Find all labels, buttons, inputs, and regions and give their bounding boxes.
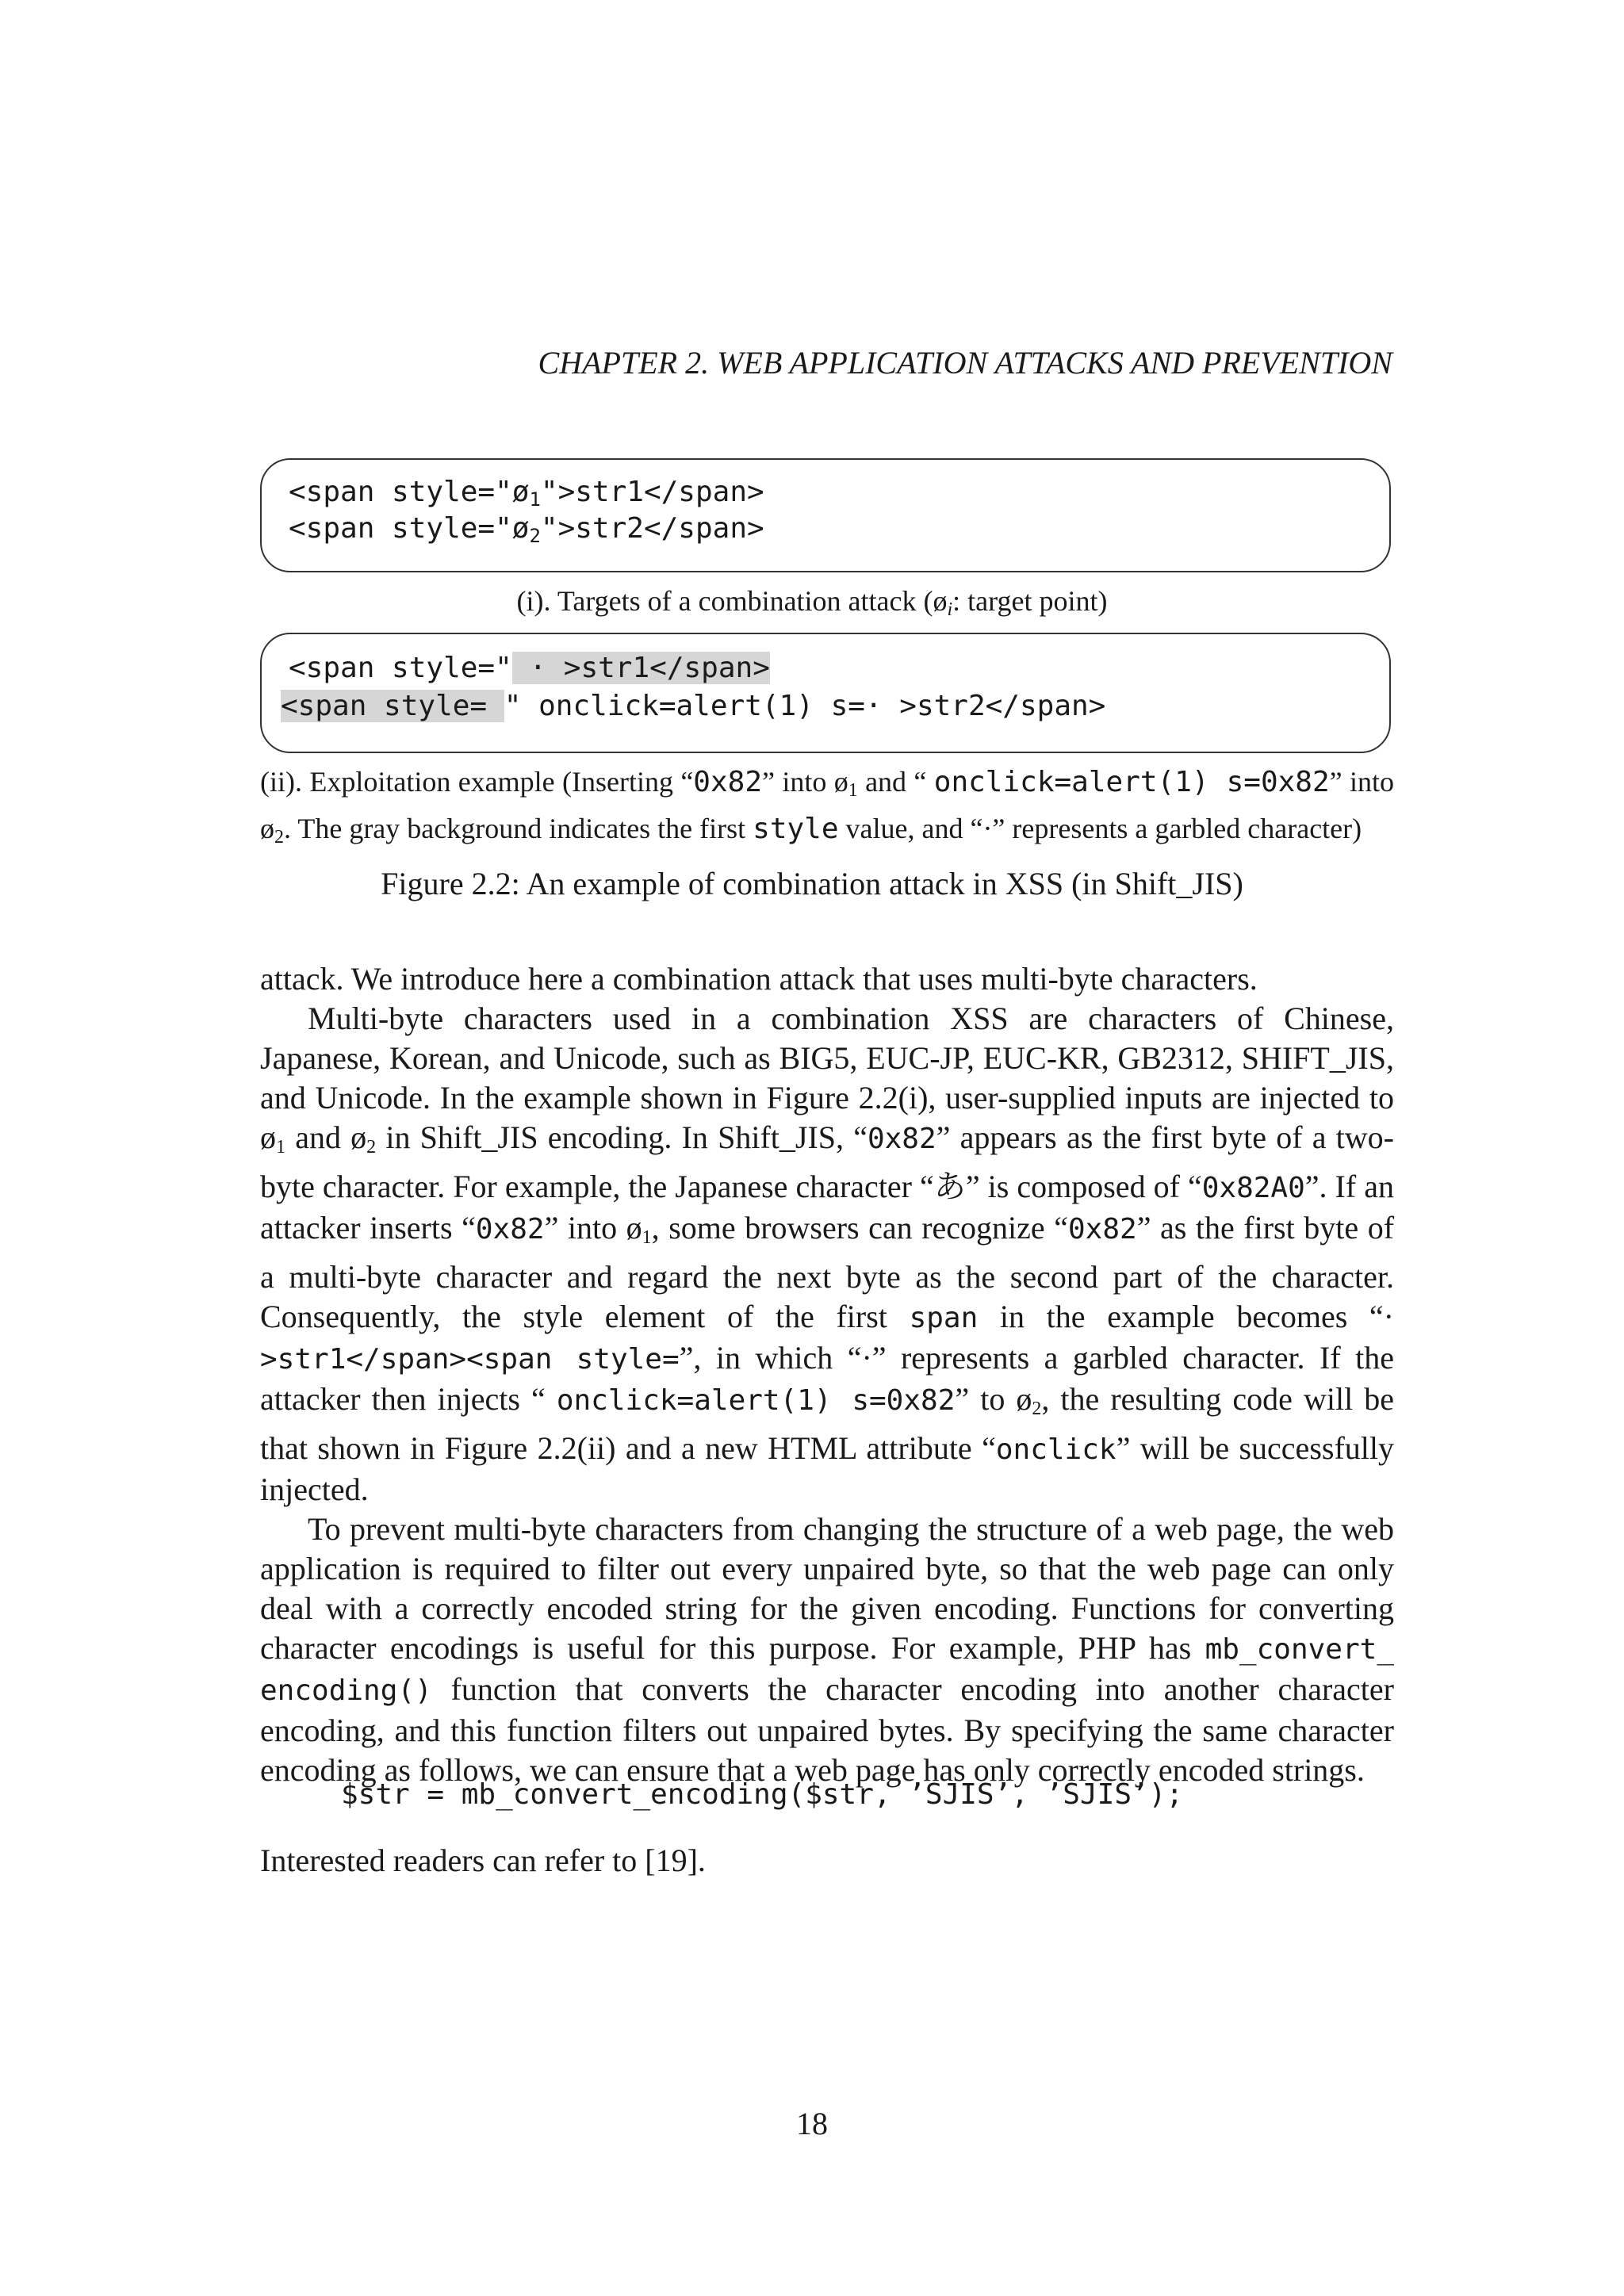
- paragraph-1: attack. We introduce here a combination attack that uses multi-byte characters.: [260, 961, 1258, 997]
- gray-highlight: · >str1</span>: [511, 652, 770, 684]
- gray-highlight: <span style=: [281, 690, 504, 722]
- figure-subcaption-ii: (ii). Exploitation example (Inserting “0x82” into $ø_1$ and “ onclick=alert(1) s=0x82” into $ø_2$. The gray background indicates the first style value, and “·” represents a garbled character): [260, 766, 1395, 848]
- figure-caption: Figure 2.2: An example of combination attack in XSS (in Shift_JIS): [381, 866, 1243, 901]
- body-text: [260, 959, 1394, 1790]
- exploit-line-1: <span style=" · >str1</span>: [289, 652, 770, 684]
- figure-subcaption-i: (i). Targets of a combination attack ($ø_i$: target point): [516, 585, 1108, 620]
- exploit-line-2: <span style= " onclick=alert(1) s=· >str2</span>: [281, 690, 1106, 722]
- code-line-2: <span $style="ø_2">str2</span>$: [289, 512, 764, 547]
- paragraph-3: To prevent multi-byte characters from changing the structure of a web page, the web application is required to filter out every unpaired byte, so that the web page can only deal with a correctly encoded string for the given encoding. Functions for converting character encodings is useful for this purpose. For example, PHP has mb_convert_ encoding() function that converts the character encoding into another character encoding, and this function filters out unpaired bytes. By specifying the same character encoding as follows, we can ensure that a web page has only correctly encoded strings.: [260, 1511, 1394, 1788]
- code-line-1: <span $style="ø_1">str1</span>$: [289, 476, 764, 511]
- code-box-targets: [260, 458, 1391, 572]
- page-number: 18: [796, 2106, 828, 2141]
- code-box-exploit: [260, 633, 1391, 753]
- running-header: CHAPTER 2. WEB APPLICATION ATTACKS AND PREVENTION: [538, 345, 1392, 381]
- paragraph-2: Multi-byte characters used in a combination XSS are characters of Chinese, Japanese, Korean, and Unicode, such as BIG5, EUC-JP, EUC-KR, GB2312, SHIFT_JIS, and Unicode. In the example shown in Figure 2.2(i), user-supplied inputs are injected to $ø_1$ and $ø_2$ in Shift_JIS encoding. In Shift_JIS, “0x82” appears as the first byte of a two-byte character. For example, the Japanese character “あ” is composed of “0x82A0”. If an attacker inserts “0x82” into $ø_1$, some browsers can recognize “0x82” as the first byte of a multi-byte character and regard the next byte as the second part of the character. Consequently, the style element of the first span in the example becomes “· >str1</span><span style=”, in which “·” represents a garbled character. If the attacker then injects “ onclick=alert(1) s=0x82” to $ø_2$, the resulting code will be that shown in Figure 2.2(ii) and a new HTML attribute “onclick” will be successfully injected.: [260, 1001, 1395, 1507]
- closing-sentence: Interested readers can refer to [19].: [260, 1843, 706, 1878]
- code-example: $str = mb_convert_encoding($str, ’SJIS’, ’SJIS’);: [341, 1778, 1184, 1811]
